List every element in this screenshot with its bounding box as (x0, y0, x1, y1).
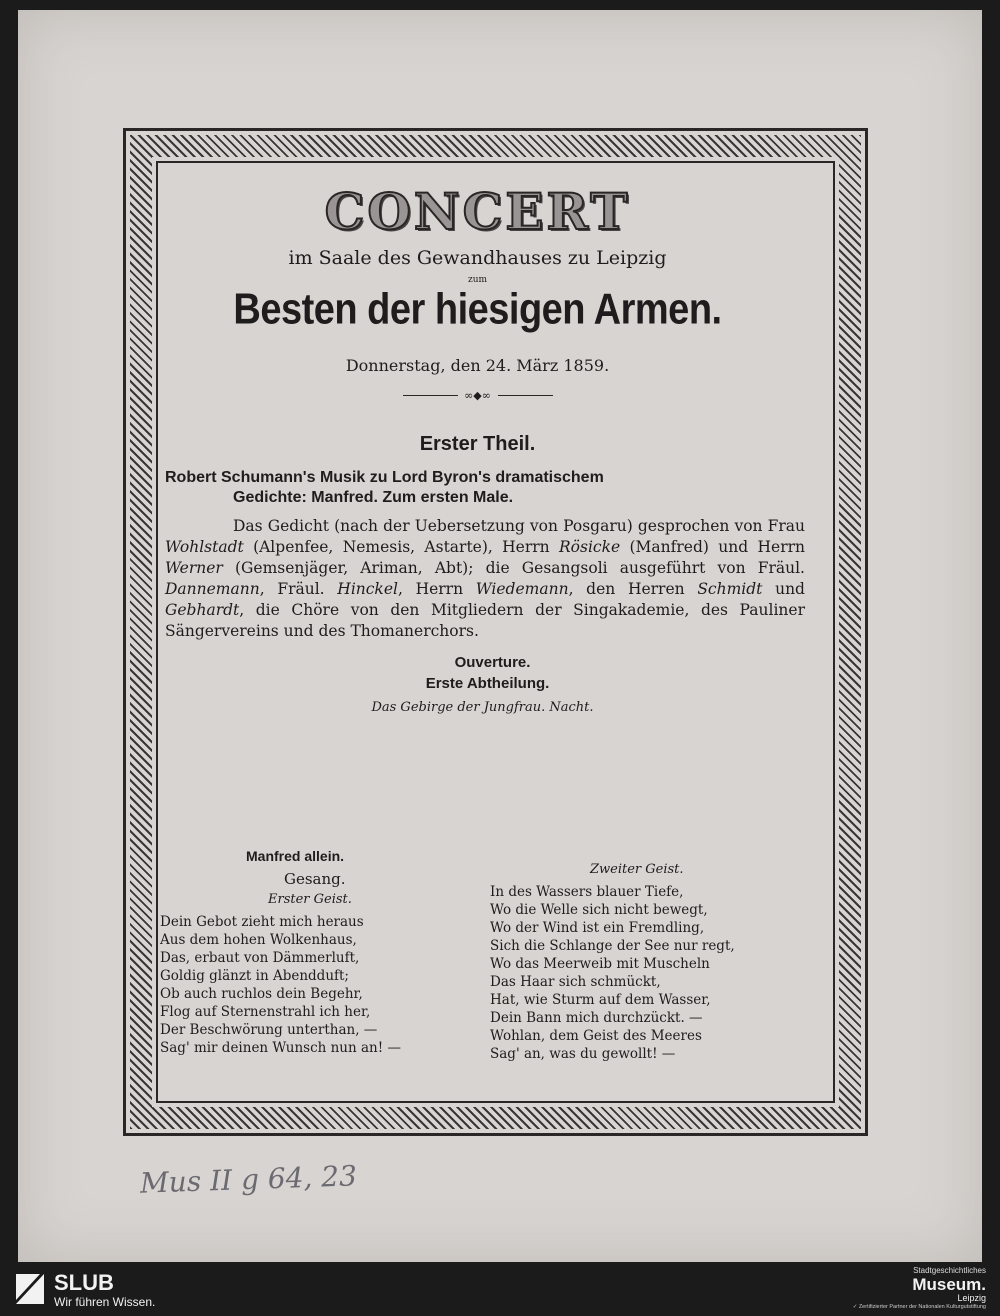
section-heading: Erste Abtheilung. (425, 675, 550, 692)
verse-column-right (490, 848, 790, 1063)
verse-columns (135, 848, 820, 1088)
performer-name: Schmidt (697, 580, 763, 598)
verse-line: Sag' an, was du gewollt! — (490, 1046, 676, 1062)
handwritten-shelfmark: Mus II g 64, 23 (139, 1159, 358, 1200)
divider-ornament-icon: ∞◆∞ (464, 389, 491, 402)
second-spirit-heading: Zweiter Geist. (590, 862, 684, 877)
performer-name: Wohlstadt (165, 538, 244, 556)
beneficiary-line: Besten der hiesigen Armen. (233, 285, 722, 335)
verse-line: In des Wassers blauer Tiefe, (490, 884, 684, 900)
performer-name: Hinckel (337, 580, 398, 598)
verse-line: Wo der Wind ist ein Fremdling, (490, 920, 705, 936)
verse-column-left (160, 848, 460, 1057)
verse-line: Sag' mir deinen Wunsch nun an! — (160, 1040, 401, 1056)
venue-line: im Saale des Gewandhauses zu Leipzig (288, 247, 667, 269)
verse-right (490, 883, 790, 1063)
museum-city: Leipzig (957, 1293, 986, 1303)
gesang-heading: Gesang. (284, 870, 346, 888)
concert-date: Donnerstag, den 24. März 1859. (345, 356, 610, 375)
verse-line: Hat, wie Sturm auf dem Wasser, (490, 992, 711, 1008)
zum-word: zum (467, 275, 488, 285)
first-spirit-heading: Erster Geist. (268, 892, 352, 907)
verse-line: Ob auch ruchlos dein Begehr, (160, 986, 363, 1002)
verse-line: Sich die Schlange der See nur regt, (490, 938, 735, 954)
verse-line: Wo die Welle sich nicht bewegt, (490, 902, 708, 918)
verse-line: Goldig glänzt in Abendduft; (160, 968, 349, 984)
library-name: SLUB (54, 1270, 114, 1295)
verse-line: Das, erbaut von Dämmerluft, (160, 950, 360, 966)
scene-description: Das Gebirge der Jungfrau. Nacht. (371, 700, 594, 715)
museum-certification: ✓ Zertifizierter Partner der Nationalen Kulturgutstiftung (852, 1304, 986, 1310)
footer-bar (0, 1262, 1000, 1316)
verse-line: Dein Bann mich durchzückt. — (490, 1010, 703, 1026)
verse-line: Wohlan, dem Geist des Meeres (490, 1028, 702, 1044)
poster-title: CONCERT (324, 182, 631, 241)
performer-name: Rösicke (559, 538, 621, 556)
verse-line: Der Beschwörung unterthan, — (160, 1022, 378, 1038)
slub-logo-icon (16, 1274, 44, 1304)
speaker-heading: Manfred allein. (246, 848, 345, 864)
ornamental-divider (403, 389, 553, 403)
performer-name: Wiedemann (475, 580, 569, 598)
work-title-line2: Gedichte: Manfred. Zum ersten Male. (233, 489, 514, 506)
verse-left (160, 913, 460, 1057)
verse-line: Aus dem hohen Wolkenhaus, (160, 932, 357, 948)
poster-content (135, 160, 820, 1110)
performer-name: Gebhardt (165, 601, 240, 619)
verse-line: Das Haar sich schmückt, (490, 974, 661, 990)
performer-name: Dannemann (165, 580, 260, 598)
work-title-line1: Robert Schumann's Musik zu Lord Byron's dramatischem (165, 469, 604, 486)
museum-label-small: Stadtgeschichtliches (913, 1266, 986, 1275)
verse-line: Dein Gebot zieht mich heraus (160, 914, 364, 930)
verse-line: Flog auf Sternenstrahl ich her, (160, 1004, 371, 1020)
part-title: Erster Theil. (419, 433, 536, 455)
ouverture-heading: Ouverture. (454, 654, 531, 671)
museum-name: Museum. (912, 1275, 986, 1294)
performer-name: Werner (165, 559, 223, 577)
work-title (165, 468, 820, 508)
verse-line: Wo das Meerweib mit Muscheln (490, 956, 710, 972)
library-tagline: Wir führen Wissen. (54, 1295, 156, 1309)
performers-paragraph: Das Gedicht (nach der Uebersetzung von Posgaru) gesprochen von Frau Wohlstadt (Alpenfee, Nemesis, Astarte), Herrn Rösicke (Manfred) und Herrn Werner (Gemsenjäger, Ariman, Abt); die Gesangsoli ausgeführt von Fräul. Dannemann, Fräul. Hinckel, Herrn Wiedemann, den Herren Schmidt und Gebhardt, die Chöre von den Mitgliedern der Singakademie, des Pauliner Sängervereins und des Thomanerchors. (165, 517, 805, 640)
